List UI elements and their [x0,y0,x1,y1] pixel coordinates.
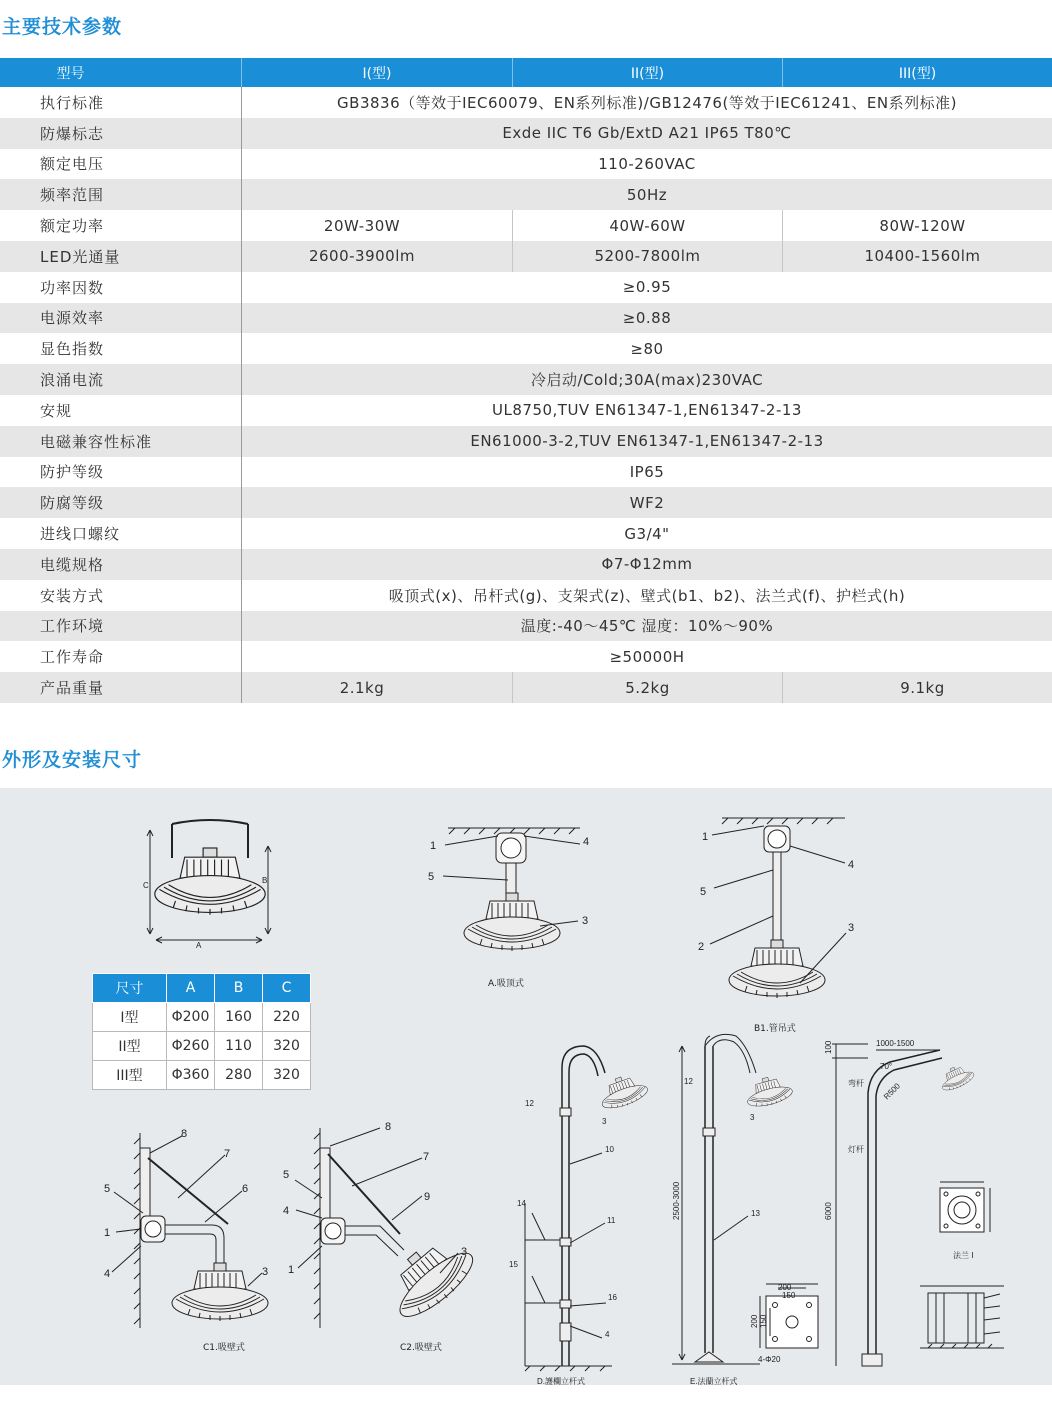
spec-row-value: Φ7-Φ12mm [601,555,693,574]
spec-row-label: 防爆标志 [0,118,242,149]
pole-top-dim: 100 [824,1040,833,1054]
spec-row [0,179,1052,210]
pole-arm-label: 弯杆 [848,1079,864,1088]
spec-row [0,611,1052,642]
svg-text:4: 4 [283,1205,290,1217]
dimension-table-header [93,974,311,1003]
spec-row-value: G3/4" [624,524,670,543]
dim-letter-a: A [196,941,202,950]
svg-text:1: 1 [288,1264,295,1276]
spec-row-label: 显色指数 [0,333,242,364]
wall-mount-c1-drawing [104,1128,268,1353]
svg-text:8: 8 [385,1121,392,1133]
svg-text:4: 4 [583,836,590,848]
spec-row-label: 工作环境 [0,611,242,642]
spec-row-value: GB3836（等效于IEC60079、EN系列标准)/GB12476(等效于IEC61241、EN系列标准) [337,93,957,112]
svg-text:7: 7 [224,1148,231,1160]
spec-row-label: 工作寿命 [0,641,242,672]
dim-header-size: 尺寸 [93,974,167,1003]
dim-header-c: C [263,974,311,1003]
spec-row [0,149,1052,180]
dim-cell: Φ360 [167,1061,215,1090]
svg-text:12: 12 [525,1099,534,1108]
dimension-row [93,1032,311,1061]
caption-a: A.吸顶式 [488,979,524,989]
spec-row-value: 110-260VAC [598,154,696,173]
spec-row-label: 进线口螺纹 [0,518,242,549]
spec-row [0,210,1052,241]
svg-text:5: 5 [104,1183,111,1195]
spec-row-value: 温度:-40～45℃ 湿度：10%～90% [520,617,774,636]
spec-row-value-type-2: 5.2kg [513,672,783,703]
caption-d: D.護欄立杆式 [537,1377,585,1385]
spec-row-label: 频率范围 [0,179,242,210]
spec-row-label: 额定电压 [0,149,242,180]
plate-holes-dim: 4-Φ20 [758,1355,781,1364]
spec-row-label: 安规 [0,395,242,426]
spec-row [0,549,1052,580]
spec-row-value: ≥50000H [609,647,685,666]
spec-row [0,364,1052,395]
caption-c2: C2.吸壁式 [400,1343,442,1353]
spec-row-value-type-2: 5200-7800lm [513,241,783,272]
dim-cell: 320 [263,1032,311,1061]
spec-row-value: ≥0.95 [622,278,672,297]
spec-row [0,395,1052,426]
dimension-row [93,1003,311,1032]
dim-header-a: A [167,974,215,1003]
spec-row-value: ≥80 [630,339,664,358]
spec-row [0,333,1052,364]
svg-text:5: 5 [700,886,707,898]
svg-text:3: 3 [262,1266,269,1278]
dim-header-b: B [215,974,263,1003]
spec-row-value: 吸顶式(x)、吊杆式(g)、支架式(z)、壁式(b1、b2)、法兰式(f)、护栏式(h) [388,586,906,605]
spec-table-body [0,87,1052,703]
svg-text:3: 3 [750,1113,755,1122]
pole-post-label: 灯杆 [848,1145,864,1154]
pole-angle: 70° [880,1062,893,1071]
spec-row-label: 电源效率 [0,303,242,334]
spec-row-label: 防腐等级 [0,487,242,518]
spec-row-label: 额定功率 [0,210,242,241]
svg-text:5: 5 [428,871,435,883]
pole-reach: 1000-1500 [876,1039,915,1048]
plate-height-dim: 200 [750,1314,759,1328]
caption-e: E.法蘭立杆式 [690,1377,738,1385]
svg-text:12: 12 [684,1077,693,1086]
dim-cell: II型 [93,1032,167,1061]
dim-letter-b: B [262,876,268,885]
flange-pole-drawing [672,1034,818,1385]
spec-row-value: WF2 [629,493,665,512]
spec-row [0,518,1052,549]
spec-row [0,487,1052,518]
spec-row-value-type-3: 10400-1560lm [864,247,981,266]
spec-row [0,241,1052,272]
ceiling-mount-drawing [428,828,589,989]
svg-text:3: 3 [461,1246,468,1258]
guardrail-pole-drawing [509,1046,650,1385]
spec-row-label: 安装方式 [0,580,242,611]
svg-text:9: 9 [424,1191,431,1203]
svg-text:14: 14 [517,1199,526,1208]
dim-cell: III型 [93,1061,167,1090]
svg-text:5: 5 [283,1169,290,1181]
spec-row-label: 执行标准 [0,87,242,118]
flange-label: 法兰 I [953,1251,974,1260]
svg-text:1: 1 [104,1227,111,1239]
spec-row [0,118,1052,149]
caption-c1: C1.吸壁式 [203,1343,245,1353]
main-lamp-drawing [143,820,271,950]
dim-cell: I型 [93,1003,167,1032]
dim-cell: 160 [215,1003,263,1032]
dimension-table [92,973,311,1090]
spec-row-value: 冷启动/Cold;30A(max)230VAC [530,371,764,390]
spec-row [0,272,1052,303]
svg-text:2: 2 [698,941,705,953]
svg-text:1: 1 [430,840,437,852]
header-type-1: I(型) [242,58,513,87]
spec-row-label: 浪涌电流 [0,364,242,395]
svg-text:4: 4 [605,1330,610,1339]
dim-cell: 320 [263,1061,311,1090]
svg-text:6: 6 [242,1183,249,1195]
svg-text:15: 15 [509,1260,518,1269]
svg-text:3: 3 [582,915,589,927]
spec-table [0,58,1052,703]
pole-height-6000: 6000 [824,1202,833,1220]
spec-row-value: EN61000-3-2,TUV EN61347-1,EN61347-2-13 [470,432,824,451]
svg-text:3: 3 [602,1117,607,1126]
spec-row-value-type-2: 40W-60W [513,210,783,241]
spec-row [0,641,1052,672]
svg-text:4: 4 [848,859,855,871]
dimension-row [93,1061,311,1090]
spec-row-value-type-1: 20W-30W [242,210,513,241]
dim-cell: 220 [263,1003,311,1032]
dim-letter-c: C [143,881,149,890]
spec-row-value: 50Hz [626,185,668,204]
spec-row-label: 防护等级 [0,457,242,488]
spec-row [0,672,1052,703]
header-model: 型号 [0,58,242,87]
section-title-dimensions: 外形及安装尺寸 [2,749,143,771]
plate-inner-height-dim: 150 [759,1314,768,1328]
svg-text:4: 4 [104,1268,111,1280]
pole-height-dim: 2500-3000 [672,1181,681,1220]
dim-cell: Φ200 [167,1003,215,1032]
svg-text:1: 1 [702,831,709,843]
header-type-2: II(型) [513,58,783,87]
spec-row [0,426,1052,457]
spec-row [0,457,1052,488]
spec-row [0,303,1052,334]
spec-row-value: UL8750,TUV EN61347-1,EN61347-2-13 [492,401,802,420]
header-type-3: III(型) [898,65,937,82]
spec-table-header [0,58,1052,87]
spec-row-label: 功率因数 [0,272,242,303]
dim-cell: Φ260 [167,1032,215,1061]
caption-b1: B1.管吊式 [754,1024,796,1034]
dimension-drawings-panel [0,788,1052,1385]
svg-text:11: 11 [607,1216,616,1225]
dim-cell: 110 [215,1032,263,1061]
spec-row-label: 产品重量 [0,672,242,703]
street-pole-drawing [824,1039,1004,1366]
spec-row-label: LED光通量 [0,241,242,272]
spec-row-label: 电磁兼容性标准 [0,426,242,457]
spec-row-label: 电缆规格 [0,549,242,580]
spec-row-value: ≥0.88 [622,308,672,327]
svg-text:13: 13 [751,1209,760,1218]
dim-cell: 280 [215,1061,263,1090]
svg-text:10: 10 [605,1145,614,1154]
spec-row [0,580,1052,611]
spec-row-value: IP65 [629,462,665,481]
pipe-pendant-drawing [698,818,854,1034]
spec-row [0,87,1052,118]
pole-radius: R500 [882,1081,902,1102]
section-title-specs: 主要技术参数 [2,16,123,38]
spec-row-value-type-3: 9.1kg [900,678,945,697]
svg-text:8: 8 [181,1128,188,1140]
svg-text:16: 16 [608,1293,617,1302]
svg-text:3: 3 [848,922,855,934]
spec-row-value-type-1: 2.1kg [242,672,513,703]
plate-width-dim: 200 [778,1283,792,1292]
svg-text:7: 7 [423,1151,430,1163]
spec-row-value-type-1: 2600-3900lm [242,241,513,272]
plate-inner-dim: 150 [782,1291,796,1300]
spec-row-value: Exde IIC T6 Gb/ExtD A21 IP65 T80℃ [502,124,792,143]
wall-mount-c2-drawing [283,1121,482,1353]
spec-row-value-type-3: 80W-120W [879,216,966,235]
